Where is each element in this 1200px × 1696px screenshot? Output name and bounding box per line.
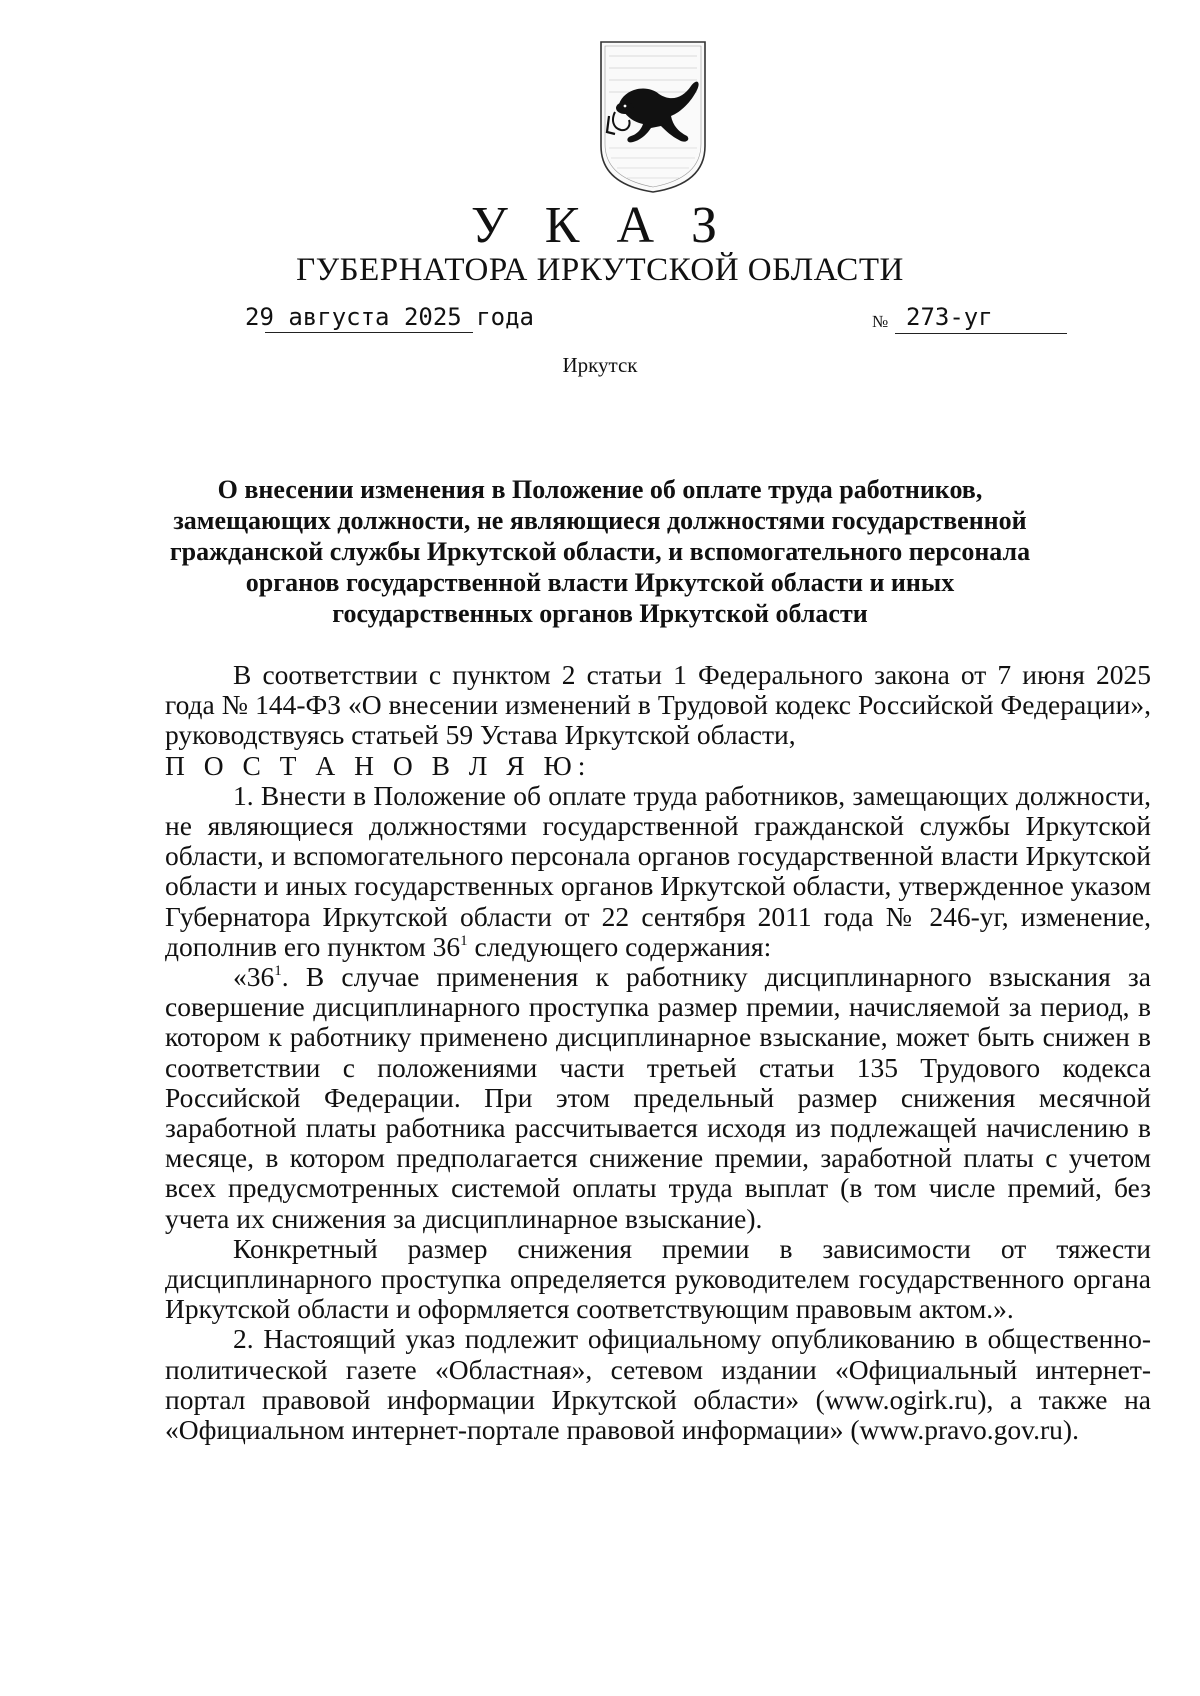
decree-body (165, 660, 1151, 1445)
decree-heading: У К А З (470, 197, 730, 254)
item-1-tail: следующего содержания: (467, 930, 772, 962)
issue-city: Иркутск (562, 353, 638, 377)
number-underline (895, 333, 1067, 334)
decree-number: 273-уг (906, 303, 993, 331)
quoted-clause-number: «36 (233, 961, 275, 993)
item-1-superscript: 1 (460, 932, 468, 949)
issuer-heading: ГУБЕРНАТОРА ИРКУТСКОЙ ОБЛАСТИ (296, 252, 904, 288)
quoted-clause-superscript: 1 (274, 963, 282, 980)
item-1-paragraph (165, 781, 1151, 962)
quoted-clause-text: . В случае применения к работнику дисциплинарного взыскания за совершение дисциплинарного проступка размер премии, начисляемой за период, в котором к работнику применено дисциплинарное взыскание, может быть снижен в соответствии с положениями части третьей статьи 135 Трудового кодекса Российской Федерации. При этом предельный размер снижения месячной заработной платы работника рассчитывается исходя из подлежащей начислению в месяце, в котором предполагается снижение премии, заработной платы с учетом всех предусмотренных системой оплаты труда выплат (в том числе премий, без учета их снижения за дисциплинарное взыскание). (165, 961, 1151, 1234)
preamble-paragraph: В соответствии с пунктом 2 статьи 1 Федерального закона от 7 июня 2025 года № 144-ФЗ «О внесении изменений в Трудовой кодекс Российской Федерации», руководствуясь статьей 59 Устава Иркутской области, (165, 659, 1151, 751)
title-line: органов государственной власти Иркутской области и иных (245, 568, 955, 597)
date-underline (265, 332, 473, 333)
item-1-text: 1. Внести в Положение об оплате труда работников, замещающих должности, не являющиеся должностями государственной гражданской службы Иркутской области, и вспомогательного персонала органов государственной власти Иркутской области и иных государственных органов Иркутской области, утвержденное указом Губернатора Иркутской области от 22 сентября 2011 года № 246-уг, изменение, дополнив его пунктом 36 (165, 779, 1151, 962)
quoted-clause-paragraph (165, 962, 1151, 1234)
quoted-clause-paragraph-2: Конкретный размер снижения премии в зависимости от тяжести дисциплинарного проступка определяется руководителем государственного органа Иркутской области и оформляется соответствующим правовым актом.». (165, 1232, 1151, 1325)
title-line: замещающих должности, не являющиеся должностями государственной (173, 506, 1027, 535)
number-sign: № (872, 312, 889, 331)
decree-word: П О С Т А Н О В Л Я Ю: (165, 749, 592, 781)
document-title (160, 474, 1040, 629)
decree-date: 29 августа 2025 года (245, 303, 534, 331)
title-line: О внесении изменения в Положение об оплате труда работников, (217, 475, 983, 504)
title-line: гражданской службы Иркутской области, и вспомогательного персонала (169, 537, 1031, 566)
item-2-paragraph: 2. Настоящий указ подлежит официальному опубликованию в общественно-политической газете «Областная», сетевом издании «Официальный интернет-портал правовой информации Иркутской области» (www.ogirk.ru), а также на «Официальном интернет-портале правовой информации» (www.pravo.gov.ru). (165, 1323, 1151, 1446)
title-line: государственных органов Иркутской области (332, 599, 868, 628)
irkutsk-coat-of-arms-icon (595, 36, 711, 196)
